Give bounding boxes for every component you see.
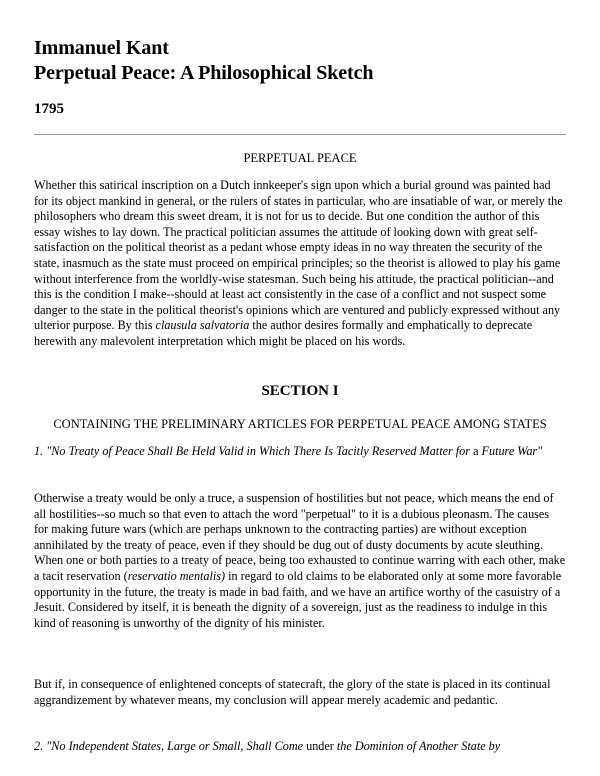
publication-year: 1795: [34, 101, 64, 117]
article-2-heading: [34, 739, 566, 755]
article-1-title: "No Treaty of Peace Shall Be Held Valid in Which There Is Tacitly Reserved Matter for: [46, 444, 471, 458]
continuation-paragraph: But if, in consequence of enlightened concepts of statecraft, the glory of the state is placed in its continual aggrandizement by whatever means, my conclusion will appear merely academic and pedantic.: [34, 677, 551, 707]
article-1-number: 1.: [34, 444, 47, 458]
article-2-title: "No Independent States, Large or Small, Shall Come: [46, 739, 304, 753]
article-2-number: 2.: [34, 739, 47, 753]
horizontal-divider: [34, 134, 566, 135]
author-name: Immanuel Kant: [34, 37, 169, 59]
article-1-text: Otherwise a treaty would be only a truce, a suspension of hostilities but not peace, which means the end of all hostilities--so much so that even to attach the word "perpetual" to it is a dubious pleonasm. The causes for making future wars (which are perhaps unknown to the contracting parties) are without exception annihilated by the treaty of peace, even if they should be dug out of dusty documents by acute sleuthing. When one or both parties to a treaty of peace, being too exhausted to continue warring with each other, make a tacit reservation (: [34, 491, 566, 583]
section-heading: SECTION I: [261, 383, 339, 399]
article-1-text-end: in regard to old claims to be elaborated only at some more favorable opportunity in the future, the treaty is made in bad faith, and we have an artifice worthy of the casuistry of a Jesuit. Considered by itself, it is beneath the dignity of a sovereign, just as the readiness to indulge in this kind of reasoning is unworthy of the dignity of his minister.: [34, 568, 562, 630]
intro-heading: PERPETUAL PEACE: [243, 151, 357, 165]
intro-italic-text: clausula salvatoria: [155, 318, 250, 333]
article-2-connector: under: [303, 739, 337, 753]
document-title: [34, 36, 373, 86]
article-1-title-end: Future War": [481, 444, 543, 458]
section-subheading: CONTAINING THE PRELIMINARY ARTICLES FOR PERPETUAL PEACE AMONG STATES: [53, 417, 547, 431]
article-1-heading: [34, 444, 566, 460]
work-title: Perpetual Peace: A Philosophical Sketch: [34, 62, 374, 84]
intro-paragraph: [34, 178, 566, 350]
intro-text: Whether this satirical inscription on a Dutch innkeeper's sign upon which a burial ground was painted had for its object mankind in general, or the rulers of states in particular, who are insatiable of war, or merely the philosophers who dream this sweet dream, it is not for us to decide. But one condition the author of this essay wishes to lay down. The practical politician assumes the attitude of looking down with great self-satisfaction on the political theorist as a pedant whose empty ideas in no way threaten the security of the state, inasmuch as the state must proceed on empirical principles; so the theorist is allowed to play his game without interference from the worldly-wise statesman. Such being his attitude, the practical politician--and this is the condition I make--should at least act consistently in the case of a conflict and not suspect some danger to the state in the political theorist's opinions which are ventured and publicly expressed without any ulterior purpose. By this: [34, 178, 563, 333]
article-1-italic-text: reservatio mentalis): [127, 568, 226, 583]
article-2-title-end: the Dominion of Another State by: [336, 739, 501, 753]
article-1-paragraph: [34, 491, 566, 631]
article-1-connector: a: [470, 444, 482, 458]
intro-text-end: the author desires formally and emphatically to deprecate herewith any malevolent interpretation which might be placed on his words.: [34, 318, 533, 348]
